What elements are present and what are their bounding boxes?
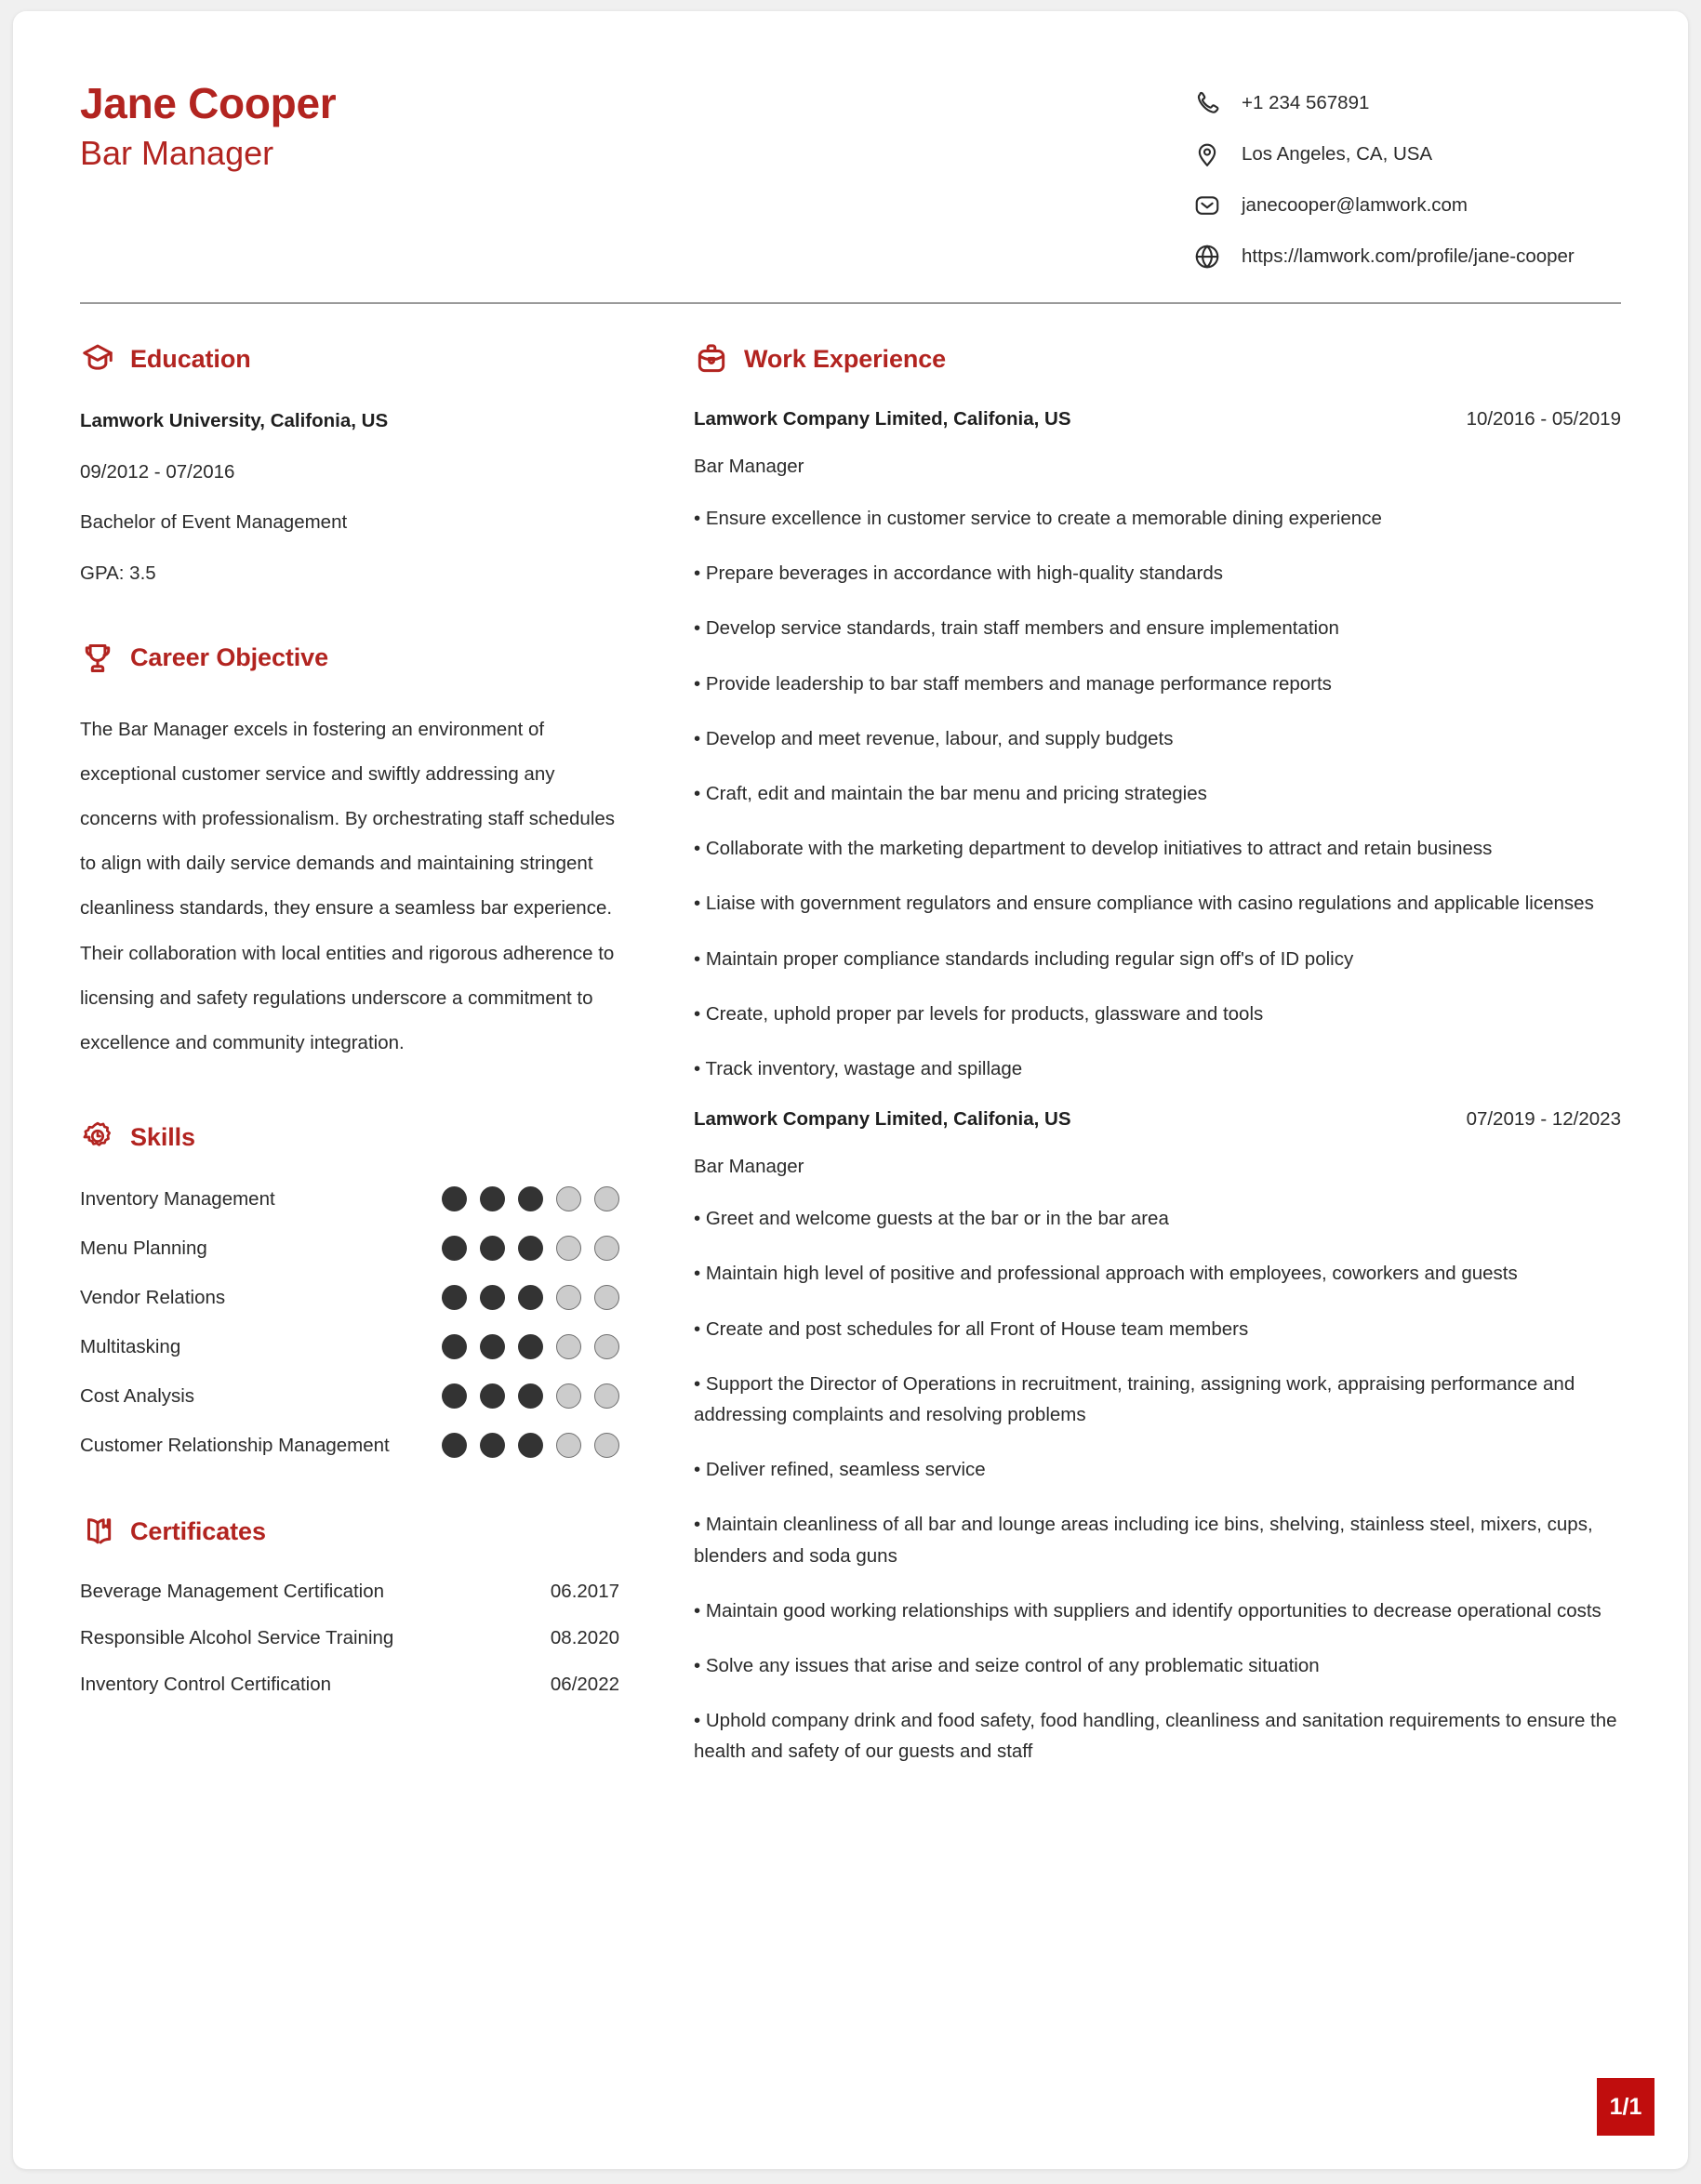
trophy-icon (80, 641, 115, 676)
envelope-icon (1193, 192, 1221, 219)
job-bullet: • Create and post schedules for all Front of House team members (694, 1317, 1249, 1340)
certificate-date: 06/2022 (550, 1674, 619, 1696)
job-bullet: • Craft, edit and maintain the bar menu and pricing strategies (694, 783, 1207, 805)
skill-level-dots (442, 1383, 619, 1409)
certificates-heading (80, 1514, 619, 1549)
skills-section (80, 1119, 619, 1458)
skill-dot-filled (518, 1186, 543, 1211)
education-school: Lamwork University, Califonia, US (80, 410, 389, 431)
skill-dot-filled (518, 1383, 543, 1409)
skill-row (80, 1334, 619, 1359)
job-bullet: • Collaborate with the marketing department to develop initiatives to attract and retain business (694, 838, 1493, 860)
skill-dot-empty (594, 1285, 619, 1310)
job-bullet: • Provide leadership to bar staff members and manage performance reports (694, 672, 1332, 695)
contact-block (1193, 76, 1621, 271)
resume-document (13, 11, 1688, 2169)
location-value: Los Angeles, CA, USA (1242, 142, 1433, 165)
job-header (694, 1108, 1621, 1131)
right-column (657, 341, 1621, 1792)
skill-dot-empty (594, 1334, 619, 1359)
skill-dot-filled (442, 1186, 467, 1211)
skill-name: Menu Planning (80, 1237, 207, 1259)
skill-level-dots (442, 1334, 619, 1359)
skill-dot-filled (480, 1334, 505, 1359)
graduation-cap-icon (80, 341, 115, 377)
skill-dot-filled (442, 1433, 467, 1458)
job-bullet: • Greet and welcome guests at the bar or in the bar area (694, 1208, 1169, 1230)
career-objective-heading (80, 641, 619, 676)
certificate-date: 06.2017 (550, 1581, 619, 1603)
skills-list (80, 1186, 619, 1458)
job-bullet: • Ensure excellence in customer service to create a memorable dining experience (694, 508, 1382, 529)
certificates-title: Certificates (130, 1516, 266, 1545)
job-bullet: • Maintain proper compliance standards including regular sign off's of ID policy (694, 947, 1354, 970)
skill-name: Inventory Management (80, 1187, 275, 1210)
skill-dot-empty (556, 1383, 581, 1409)
skill-row (80, 1285, 619, 1310)
work-experience-heading (694, 341, 1621, 377)
education-gpa: GPA: 3.5 (80, 563, 156, 585)
skill-dot-empty (594, 1186, 619, 1211)
job-entry (694, 408, 1621, 1084)
skill-dot-filled (480, 1236, 505, 1261)
skills-heading (80, 1119, 619, 1155)
page-indicator-badge: 1/1 (1597, 2078, 1654, 2136)
resume-header (80, 61, 1621, 271)
job-company: Lamwork Company Limited, Califonia, US (694, 1108, 1071, 1131)
work-experience-title: Work Experience (744, 344, 947, 373)
skill-name: Vendor Relations (80, 1286, 226, 1308)
skill-dot-filled (480, 1285, 505, 1310)
skill-dot-empty (556, 1334, 581, 1359)
skill-dot-filled (480, 1186, 505, 1211)
skill-dot-empty (594, 1433, 619, 1458)
certificates-section (80, 1514, 619, 1696)
jobs-list (694, 408, 1621, 1767)
skill-level-dots (442, 1236, 619, 1261)
job-bullet: • Solve any issues that arise and seize control of any problematic situation (694, 1655, 1320, 1677)
skill-dot-filled (518, 1433, 543, 1458)
resume-body (80, 341, 1621, 1792)
skill-level-dots (442, 1433, 619, 1458)
skill-dot-filled (442, 1383, 467, 1409)
contact-location[interactable] (1193, 140, 1621, 168)
skill-dot-filled (480, 1383, 505, 1409)
contact-phone[interactable] (1193, 89, 1621, 117)
skill-row (80, 1186, 619, 1211)
job-bullet: • Track inventory, wastage and spillage (694, 1058, 1023, 1080)
job-bullet: • Develop and meet revenue, labour, and supply budgets (694, 727, 1174, 749)
candidate-name: Jane Cooper (80, 79, 337, 127)
skills-title: Skills (130, 1122, 195, 1151)
education-title: Education (130, 344, 251, 373)
skill-level-dots (442, 1186, 619, 1211)
certificate-row (80, 1581, 619, 1603)
certificate-name: Responsible Alcohol Service Training (80, 1627, 394, 1649)
header-divider (80, 302, 1621, 304)
skill-level-dots (442, 1285, 619, 1310)
certificates-list (80, 1581, 619, 1696)
education-section (80, 341, 619, 587)
skill-name: Customer Relationship Management (80, 1434, 390, 1456)
location-pin-icon (1193, 140, 1221, 168)
globe-icon (1193, 243, 1221, 271)
job-bullet: • Deliver refined, seamless service (694, 1459, 986, 1481)
education-degree: Bachelor of Event Management (80, 511, 348, 534)
certificate-row (80, 1674, 619, 1696)
skill-dot-empty (556, 1186, 581, 1211)
job-bullet: • Maintain cleanliness of all bar and lounge areas including ice bins, shelving, stainless steel, mixers, cups, blenders and soda guns (694, 1514, 1593, 1567)
job-dates: 07/2019 - 12/2023 (1466, 1108, 1621, 1131)
career-objective-text: The Bar Manager excels in fostering an environment of exceptional customer service and swiftly addressing any concerns with professionalism. By orchestrating staff schedules to align with daily service demands and maintaining stringent cleanliness standards, they ensure a seamless bar experience. Their collaboration with local entities and rigorous adherence to licensing and safety regulations underscore a commitment to excellence and community integration. (80, 718, 616, 1053)
job-role: Bar Manager (694, 456, 804, 477)
job-header (694, 408, 1621, 430)
skill-dot-empty (594, 1236, 619, 1261)
education-dates: 09/2012 - 07/2016 (80, 460, 235, 483)
job-bullet: • Uphold company drink and food safety, food handling, cleanliness and sanitation requirements to ensure the health and safety of our guests and staff (694, 1710, 1617, 1763)
gear-clock-icon (80, 1119, 115, 1155)
identity-block (80, 76, 336, 175)
candidate-job-title: Bar Manager (80, 134, 274, 172)
contact-website[interactable] (1193, 243, 1621, 271)
skill-dot-filled (442, 1236, 467, 1261)
skill-name: Multitasking (80, 1335, 181, 1357)
job-bullet: • Maintain high level of positive and professional approach with employees, coworkers and guests (694, 1263, 1518, 1285)
job-bullet: • Support the Director of Operations in recruitment, training, assigning work, appraising performance and addressing complaints and resolving problems (694, 1372, 1575, 1426)
skill-dot-filled (518, 1285, 543, 1310)
skill-dot-filled (518, 1236, 543, 1261)
job-entry (694, 1108, 1621, 1767)
job-bullet: • Create, uphold proper par levels for products, glassware and tools (694, 1002, 1264, 1025)
job-bullet: • Liaise with government regulators and ensure compliance with casino regulations and applicable licenses (694, 893, 1594, 915)
career-objective-section (80, 641, 619, 1066)
job-bullet: • Maintain good working relationships with suppliers and identify opportunities to decrease operational costs (694, 1599, 1601, 1621)
certificate-name: Beverage Management Certification (80, 1581, 385, 1603)
briefcase-icon (694, 341, 729, 377)
skill-dot-filled (442, 1285, 467, 1310)
job-company: Lamwork Company Limited, Califonia, US (694, 408, 1071, 430)
skill-dot-filled (442, 1334, 467, 1359)
skill-dot-empty (556, 1433, 581, 1458)
phone-icon (1193, 89, 1221, 117)
certificate-date: 08.2020 (550, 1627, 619, 1649)
job-bullet: • Develop service standards, train staff members and ensure implementation (694, 617, 1339, 640)
email-value: janecooper@lamwork.com (1242, 193, 1468, 216)
certificate-name: Inventory Control Certification (80, 1674, 332, 1696)
open-book-icon (80, 1514, 115, 1549)
certificate-row (80, 1627, 619, 1649)
skill-name: Cost Analysis (80, 1384, 195, 1407)
skill-row (80, 1383, 619, 1409)
skill-dot-filled (518, 1334, 543, 1359)
left-column (80, 341, 657, 1720)
skill-dot-empty (556, 1236, 581, 1261)
skill-dot-filled (480, 1433, 505, 1458)
job-bullet: • Prepare beverages in accordance with high-quality standards (694, 563, 1223, 585)
job-dates: 10/2016 - 05/2019 (1466, 408, 1621, 430)
contact-email[interactable] (1193, 192, 1621, 219)
website-value: https://lamwork.com/profile/jane-cooper (1242, 245, 1575, 267)
education-heading (80, 341, 619, 377)
skill-dot-empty (594, 1383, 619, 1409)
skill-row (80, 1236, 619, 1261)
job-role: Bar Manager (694, 1156, 804, 1178)
skill-row (80, 1433, 619, 1458)
career-objective-title: Career Objective (130, 643, 329, 672)
skill-dot-empty (556, 1285, 581, 1310)
phone-value: +1 234 567891 (1242, 91, 1370, 113)
